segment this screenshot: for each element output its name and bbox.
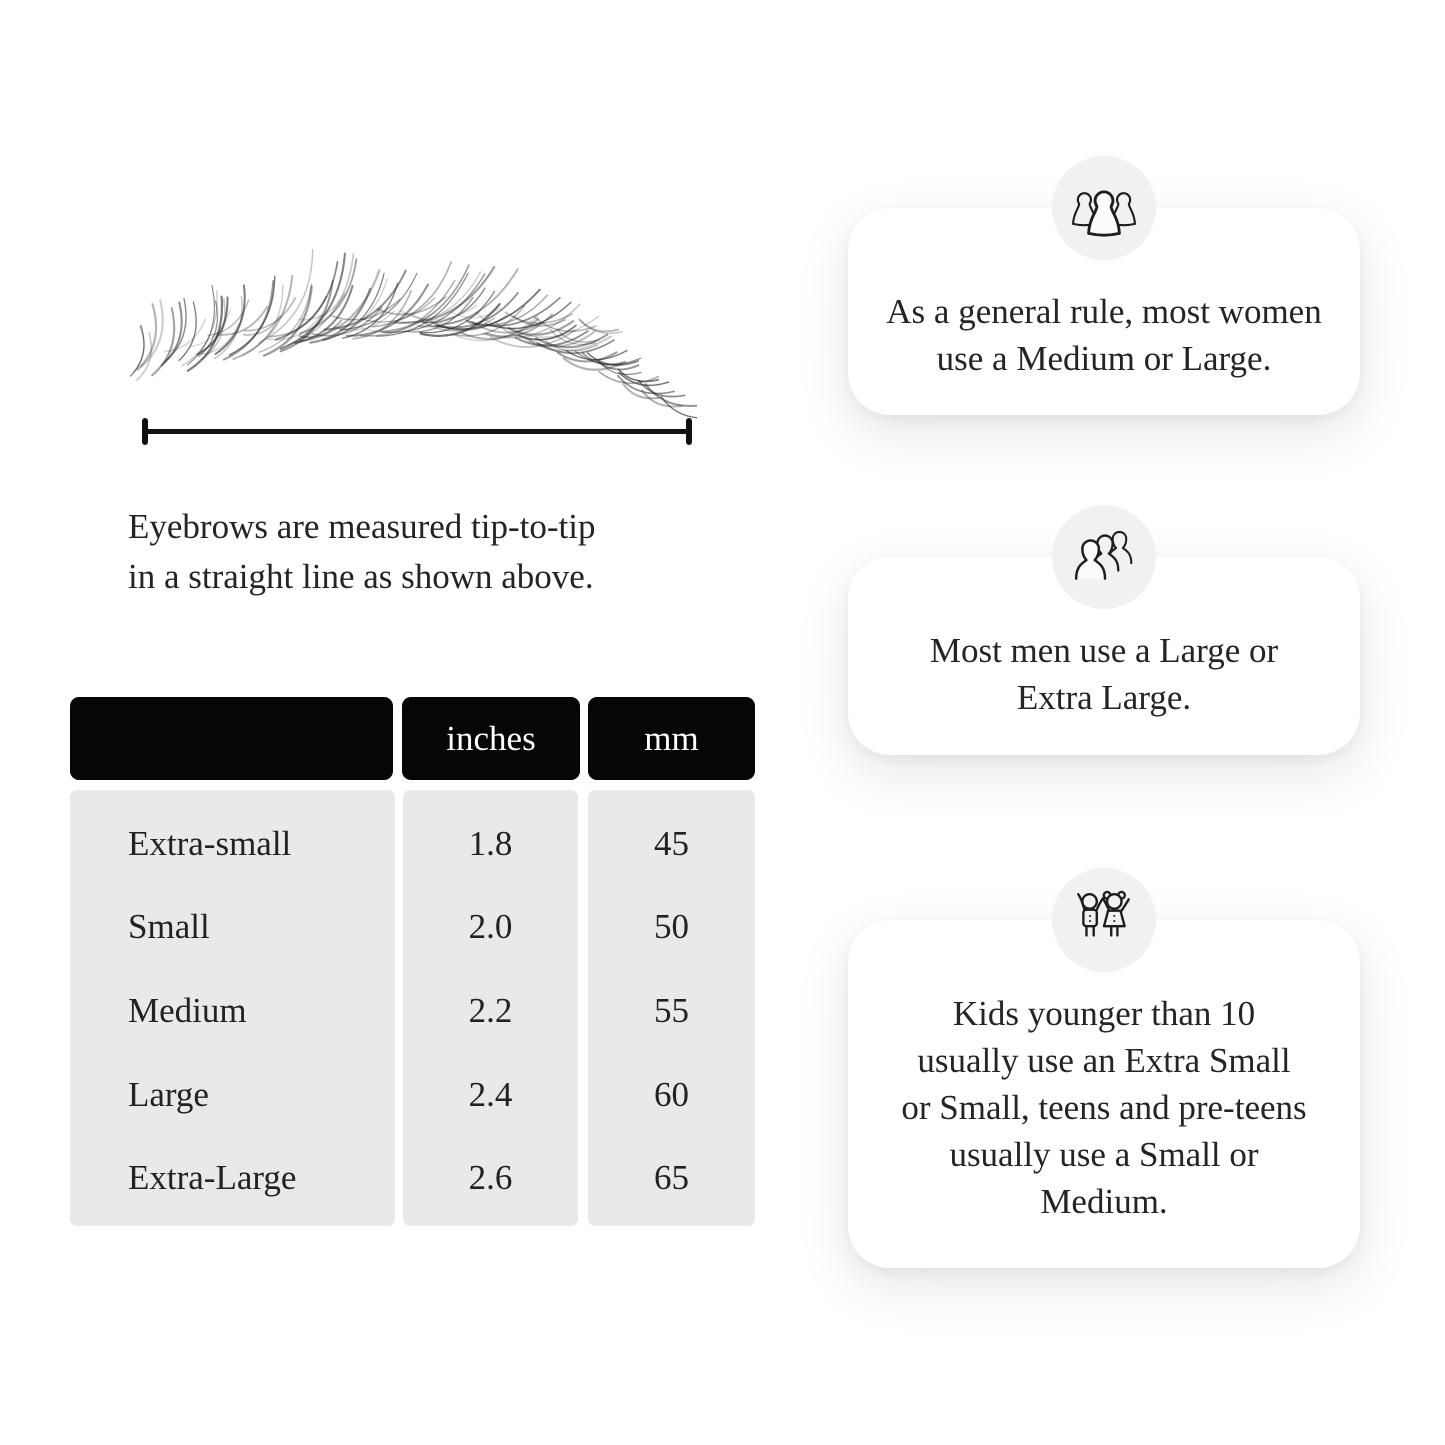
mm-value: 55	[654, 990, 689, 1030]
card-text: As a general rule, most women use a Medium or Large.	[886, 291, 1322, 378]
caption-line-2: in a straight line as shown above.	[128, 557, 594, 596]
inches-value: 2.2	[468, 990, 513, 1030]
table-row	[70, 969, 755, 1053]
card-text: Kids younger than 10 usually use an Extra Small or Small, teens and pre-teens usually use a Small or Medium.	[901, 993, 1307, 1221]
icon-circle	[1052, 868, 1156, 972]
info-card-women	[848, 208, 1360, 415]
measure-line-right-cap	[686, 418, 692, 445]
table-row	[70, 802, 755, 886]
table-header-size-blank	[70, 697, 393, 780]
table-header-inches: inches	[402, 697, 580, 780]
inches-value: 2.0	[468, 907, 513, 947]
size-label: Extra-Large	[128, 1158, 297, 1198]
measurement-caption	[128, 502, 595, 602]
table-row	[70, 1136, 755, 1220]
size-table-rows	[70, 790, 755, 1226]
size-label: Small	[128, 907, 210, 947]
mm-value: 50	[654, 907, 689, 947]
size-label: Extra-small	[128, 823, 292, 863]
eyebrow-illustration	[112, 238, 697, 428]
women-group-icon	[1071, 179, 1137, 237]
info-card-kids	[848, 920, 1360, 1268]
size-label: Large	[128, 1074, 209, 1114]
inches-value: 2.4	[468, 1074, 513, 1114]
table-row	[70, 1053, 755, 1137]
measure-line	[145, 429, 690, 434]
size-label: Medium	[128, 990, 247, 1030]
children-icon	[1071, 889, 1137, 951]
table-header-mm: mm	[588, 697, 755, 780]
mm-value: 65	[654, 1158, 689, 1198]
inches-value: 2.6	[468, 1158, 513, 1198]
inches-value: 1.8	[468, 823, 513, 863]
icon-circle	[1052, 505, 1156, 609]
table-row	[70, 886, 755, 970]
card-text: Most men use a Large or Extra Large.	[929, 631, 1279, 717]
icon-circle	[1052, 156, 1156, 260]
men-group-icon	[1071, 528, 1137, 586]
mm-value: 45	[654, 823, 689, 863]
caption-line-1: Eyebrows are measured tip-to-tip	[128, 507, 596, 546]
info-card-men	[848, 557, 1360, 755]
mm-value: 60	[654, 1074, 689, 1114]
